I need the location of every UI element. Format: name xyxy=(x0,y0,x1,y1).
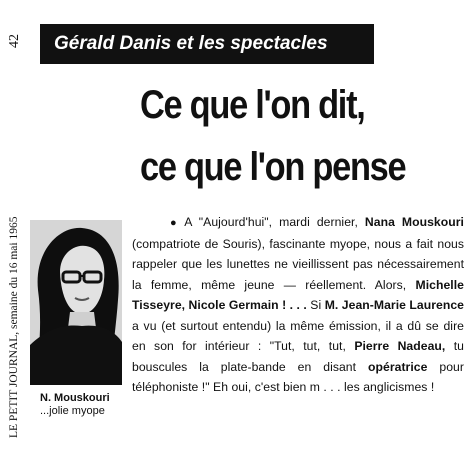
portrait-photo xyxy=(30,220,122,385)
article-text-6: pour téléphoniste !" Eh oui, c'est bien m . . . les anglicismes ! xyxy=(132,359,464,394)
photo-caption xyxy=(40,392,128,418)
caption-name: N. Mouskouri xyxy=(40,392,110,404)
article-text-4: a vu (et surtout entendu) la même émission, il a dû se dire en son for intérieur : "Tut, tut, tut, xyxy=(132,318,464,353)
headline-line-1: Ce que l'on dit, xyxy=(140,83,365,127)
page-margin xyxy=(2,0,24,454)
headline-line-2: ce que l'on pense xyxy=(140,145,406,189)
article-body xyxy=(132,212,464,398)
article-bold-2: Michelle Tisseyre, Nicole Germain ! . . . xyxy=(132,277,464,312)
article-text-3: Si xyxy=(306,298,325,312)
running-footer: LE PETIT JOURNAL, semaine du 16 mai 1965 xyxy=(8,216,20,438)
article-bold-1: Nana Mouskouri xyxy=(364,215,464,229)
page-number: 42 xyxy=(7,34,22,48)
headline xyxy=(140,74,420,198)
column-banner: Gérald Danis et les spectacles xyxy=(40,24,374,64)
bullet-icon: ● xyxy=(170,217,181,229)
article-text-1: A "Aujourd'hui", mardi dernier, xyxy=(184,215,365,229)
article-bold-3: M. Jean-Marie Laurence xyxy=(324,298,464,312)
article-text-5: tu bouscules la plate-bande en disant xyxy=(132,339,464,374)
article-bold-5: opératrice xyxy=(368,359,428,374)
article-bold-4: Pierre Nadeau, xyxy=(354,339,446,353)
caption-description: ...jolie myope xyxy=(40,405,105,417)
article-text-2: (compatriote de Souris), fascinante myope, nous a fait nous rappeler que les lunettes ne vieillissent pas nécessairement la femme, même jeune — réellement. Alors, xyxy=(132,236,464,292)
